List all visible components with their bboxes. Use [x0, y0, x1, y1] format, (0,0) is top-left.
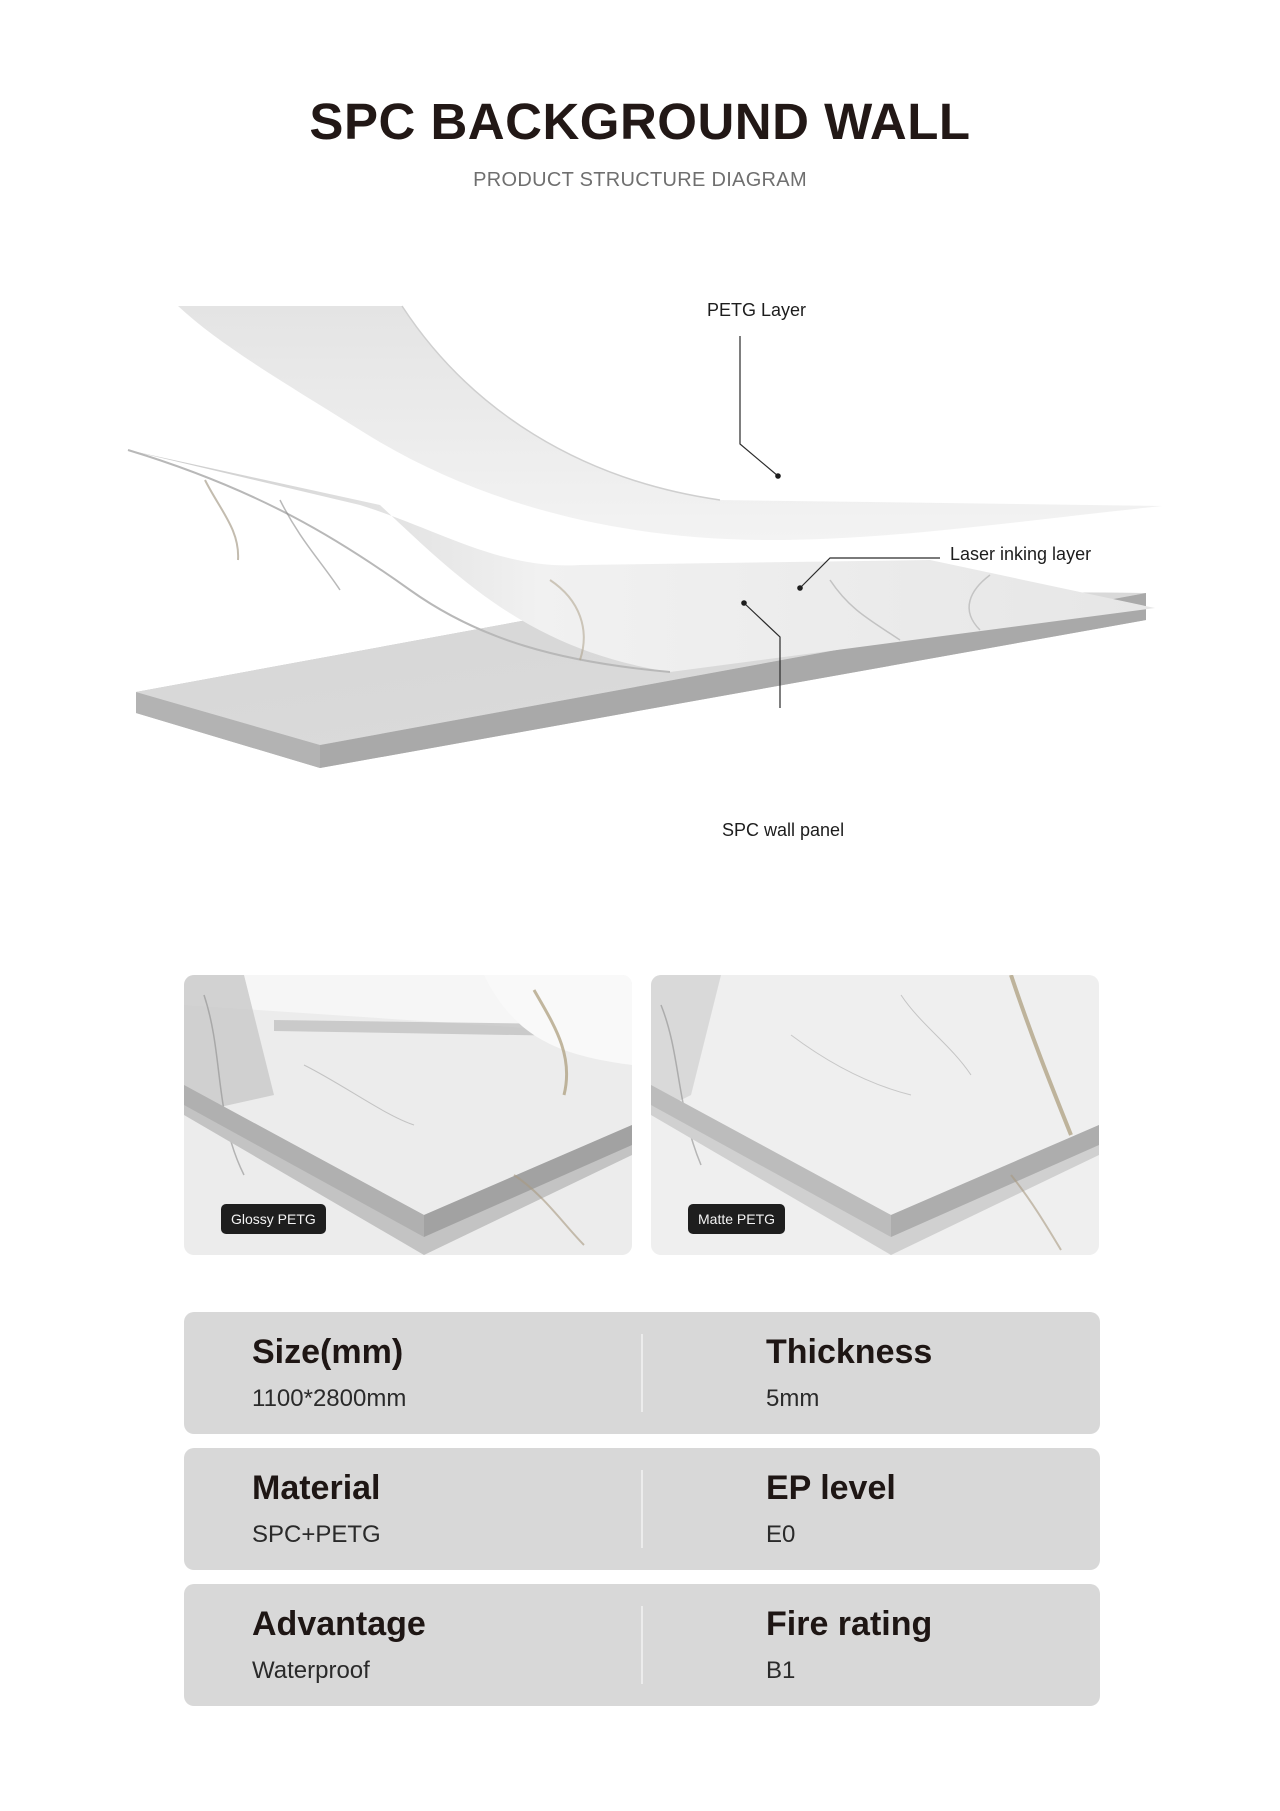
- spec-divider: [641, 1470, 643, 1548]
- spec-value: E0: [766, 1521, 796, 1549]
- glossy-petg-label: Glossy PETG: [221, 1204, 326, 1234]
- spec-divider: [641, 1334, 643, 1412]
- spec-row: [184, 1584, 1100, 1706]
- spec-cell: [766, 1470, 896, 1547]
- spec-value: B1: [766, 1657, 796, 1685]
- callout-laser-inking-layer: Laser inking layer: [950, 544, 1092, 564]
- spec-label: Fire rating: [766, 1605, 933, 1643]
- matte-petg-photo: [651, 975, 1099, 1255]
- spec-label: Thickness: [766, 1333, 933, 1371]
- callout-petg-layer: PETG Layer: [707, 300, 807, 320]
- spec-value: Waterproof: [252, 1657, 370, 1685]
- structure-diagram: [110, 290, 1190, 910]
- glossy-petg-photo: [184, 975, 632, 1255]
- spec-divider: [641, 1606, 643, 1684]
- callout-spc-wall-panel: SPC wall panel: [722, 820, 845, 840]
- spec-label: Size(mm): [252, 1333, 404, 1371]
- spec-cell: [766, 1334, 932, 1411]
- layers-illustration: [110, 290, 1190, 910]
- spec-label: Material: [252, 1469, 381, 1507]
- spec-label: Advantage: [252, 1605, 426, 1643]
- finish-photos: [184, 975, 1099, 1255]
- spec-row: [184, 1312, 1100, 1434]
- spec-cell: [252, 1606, 426, 1683]
- spec-value: 1100*2800mm: [252, 1385, 407, 1413]
- page-title: SPC BACKGROUND WALL: [309, 93, 971, 150]
- spec-row: [184, 1448, 1100, 1570]
- spec-cell: [252, 1470, 381, 1547]
- spec-value: SPC+PETG: [252, 1521, 381, 1549]
- spec-cell: [252, 1334, 406, 1411]
- matte-petg-label: Matte PETG: [688, 1204, 785, 1234]
- spec-value: 5mm: [766, 1385, 820, 1413]
- spec-cell: [766, 1606, 932, 1683]
- spec-label: EP level: [766, 1469, 896, 1507]
- petg-layer-shape: [178, 306, 1162, 540]
- page-subtitle: PRODUCT STRUCTURE DIAGRAM: [473, 169, 807, 191]
